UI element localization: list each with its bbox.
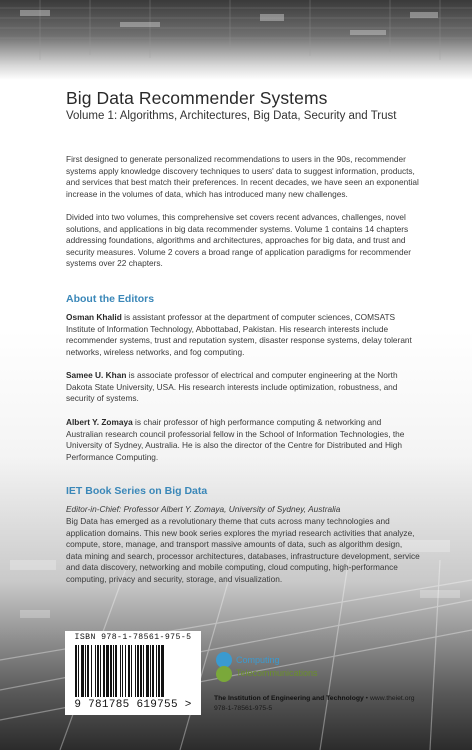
barcode-bar (156, 645, 157, 697)
logo-text-computing: Computing (236, 655, 280, 665)
barcode-bar (97, 645, 99, 697)
logo-text-telecommunications: Telecommunications (236, 668, 318, 678)
barcode-bar (100, 645, 101, 697)
editor-bio-3 (66, 417, 420, 463)
publisher-line (214, 695, 415, 702)
barcode-bar (95, 645, 96, 697)
barcode-bar (122, 645, 123, 697)
barcode-bars (65, 631, 201, 701)
editor-bio-text: is assistant professor at the department of computer sciences, COMSATS Institute of Information Technology, Abbottabad, Pakistan. His research interests include recommender systems, trust and reputation system, disaster response systems, delay tolerant networks, wireless networks, and fog computing. (66, 312, 412, 357)
editor-name: Samee U. Khan (66, 370, 127, 380)
computing-telecom-logo-icon (214, 650, 234, 684)
editor-bio-text: is associate professor of electrical and computer engineering at the North Dakota State University, USA. His research interests include optimization, robustness, and security of systems. (66, 370, 398, 404)
barcode-bar (85, 645, 86, 697)
logo-green-circle (216, 666, 232, 682)
isbn-label: ISBN 978-1-78561-975-5 (74, 633, 192, 642)
publisher-separator: • (363, 695, 370, 702)
barcode-bar (81, 645, 84, 697)
editor-name: Albert Y. Zomaya (66, 417, 133, 427)
barcode-bar (87, 645, 89, 697)
isbn-barcode (65, 631, 201, 715)
barcode-bar (106, 645, 109, 697)
barcode-digits: 9 781785 619755 > (74, 699, 192, 711)
barcode-bar (91, 645, 92, 697)
publisher-url[interactable]: www.theiet.org (369, 695, 415, 702)
editors-heading: About the Editors (66, 293, 155, 305)
intro-paragraph-2: Divided into two volumes, this comprehensive set covers recent advances, challenges, novel solutions, and applications in big data recommender systems. Volume 1 contains 14 chapters addressing foundations, algorithms and architectures, approaches for big data, and trust and security measures. Volume 2 covers a broad range of application paradigms for recommender systems over 22 chapters. (66, 212, 411, 269)
barcode-bar (158, 645, 160, 697)
barcode-bar (131, 645, 132, 697)
intro-paragraph-1: First designed to generate personalized recommendations to users in the 90s, recommender systems apply knowledge discovery techniques to users' data to suggest information, products, and services that best match their preferences. In recent decades, we have seen an exponential increase in the volumes of data, which has introduced many new challenges. (66, 154, 419, 199)
barcode-bar (103, 645, 105, 697)
barcode-bar (75, 645, 77, 697)
barcode-bar (120, 645, 121, 697)
barcode-bar (113, 645, 114, 697)
barcode-bar (161, 645, 164, 697)
barcode-bar (110, 645, 112, 697)
editor-name: Osman Khalid (66, 312, 122, 322)
logo-blue-circle (216, 652, 232, 668)
series-description: Big Data has emerged as a revolutionary theme that cuts across many technologies and application domains. This new book series explores the myriad research activities that analyze, compute, store, manage, and transport massive amounts of data, such as algorithm design, data mining and search, processor architectures, databases, infrastructure development, service and data discovery, networking and mobile computing, cloud computing, high-performance computing, privacy and security, storage, and visualization. (66, 516, 420, 584)
series-editor-line: Editor-in-Chief: Professor Albert Y. Zomaya, University of Sydney, Australia (66, 504, 341, 514)
barcode-bar (150, 645, 151, 697)
series-heading: IET Book Series on Big Data (66, 485, 208, 497)
editor-bio-1 (66, 312, 420, 358)
barcode-bar (146, 645, 149, 697)
publisher-name: The Institution of Engineering and Technology (214, 695, 364, 702)
barcode-bar (137, 645, 139, 697)
book-title: Big Data Recommender Systems (66, 88, 328, 108)
barcode-bar (152, 645, 154, 697)
barcode-bar (128, 645, 130, 697)
publisher-isbn: 978-1-78561-975-5 (214, 705, 273, 712)
editor-bio-text: is chair professor of high performance computing & networking and Australian research council professorial fellow in the School of Information Technologies, the University of Sydney, Australia. He is also the director of the Centre for Distributed and High Performance Computing. (66, 417, 405, 462)
editor-bio-2 (66, 370, 420, 405)
book-subtitle: Volume 1: Algorithms, Architectures, Big Data, Security and Trust (66, 110, 397, 122)
barcode-bar (115, 645, 117, 697)
barcode-bar (143, 645, 144, 697)
barcode-bar (135, 645, 136, 697)
barcode-bar (140, 645, 142, 697)
barcode-bar (125, 645, 126, 697)
barcode-bar (78, 645, 79, 697)
